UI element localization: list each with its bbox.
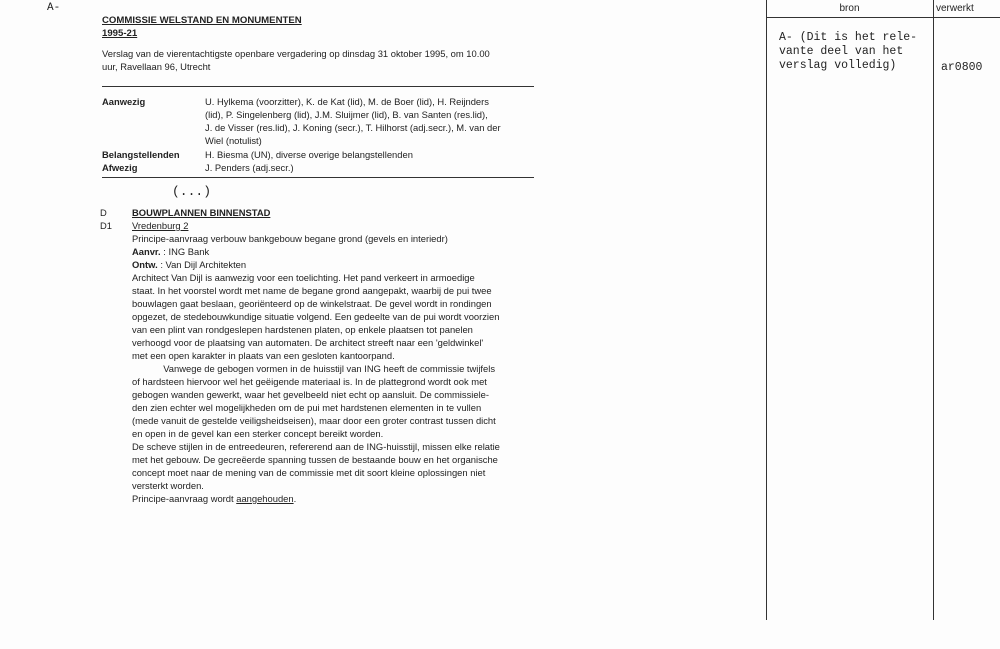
table-border	[766, 0, 767, 620]
designer-value: : Van Dijl Architekten	[160, 259, 247, 270]
divider	[102, 86, 534, 87]
body-line: De scheve stijlen in de entreedeuren, refererend aan de ING-huisstijl, missen elke relatie	[132, 441, 500, 452]
body-line: gebogen wanden gewerkt, waar het gevelbeeld niet echt op aansluit. De commissiele-	[132, 389, 489, 400]
applicant-label: Aanvr.	[132, 246, 161, 257]
body-line: versterkt worden.	[132, 480, 204, 491]
subtitle-line: uur, Ravellaan 96, Utrecht	[102, 61, 211, 72]
body-line: Architect Van Dijl is aanwezig voor een toelichting. Het pand verkeert in armoedige	[132, 272, 475, 283]
item-body	[132, 232, 500, 505]
item-code: D1	[100, 220, 112, 231]
body-line: staat. In het voorstel wordt met name de begane grond aangepakt, waarbij de pui twee	[132, 285, 492, 296]
conclusion-decision: aangehouden	[236, 493, 294, 504]
designer-row	[132, 258, 500, 271]
bron-line: vante deel van het	[779, 45, 904, 58]
ellipsis-mark: (...)	[172, 184, 212, 199]
attendance-label: Aanwezig	[102, 96, 146, 107]
bron-line: verslag volledig)	[779, 59, 897, 72]
conclusion-suffix: .	[293, 493, 297, 504]
column-header-verwerkt: verwerkt	[936, 3, 974, 14]
applicant-value: : ING Bank	[163, 246, 210, 257]
attendance-absent: J. Penders (adj.secr.)	[205, 162, 294, 173]
item-title: Vredenburg 2	[132, 220, 189, 231]
body-line: of hardsteen hiervoor wel het geëigende materiaal is. In de plattegrond wordt ook met	[132, 376, 487, 387]
body-line: (mede vanuit de gestelde veiligsheidseisen), maar door een groter contrast tussen dicht	[132, 415, 496, 426]
attendance-present	[205, 95, 501, 147]
body-line: opgezet, de stedebouwkundige situatie volgend. Een gedeelte van de pui wordt voorzien	[132, 311, 500, 322]
item-request: Principe-aanvraag verbouw bankgebouw begane grond (gevels en interiedr)	[132, 233, 448, 244]
margin-mark: A-	[47, 2, 61, 14]
body-line: den zien echter wel mogelijkheden om de pui met hardstenen elementen in te vullen	[132, 402, 482, 413]
divider	[102, 177, 534, 178]
body-line: bouwlagen gaat beslaan, georiënteerd op de winkelstraat. De gevel wordt in rondingen	[132, 298, 492, 309]
conclusion	[132, 492, 500, 505]
bron-line: A- (Dit is het rele-	[779, 31, 918, 44]
section-title: BOUWPLANNEN BINNENSTAD	[132, 207, 271, 218]
attendance-line: Wiel (notulist)	[205, 135, 262, 146]
attendance-line: U. Hylkema (voorzitter), K. de Kat (lid), M. de Boer (lid), H. Reijnders	[205, 96, 489, 107]
body-line: verhoogd voor de plaatsing van automaten. De architect streeft naar een 'geldwinkel'	[132, 337, 484, 348]
attendance-label: Afwezig	[102, 162, 138, 173]
body-line: van een plint van rondgeslepen hardstenen platen, op enkele plaatsen tot panelen	[132, 324, 473, 335]
body-line: met een open karakter in plaats van een gesloten kantoorpand.	[132, 350, 395, 361]
section-code: D	[100, 207, 107, 218]
body-line: Vanwege de gebogen vormen in de huisstijl van ING heeft de commissie twijfels	[132, 363, 496, 374]
document-number: 1995-21	[102, 28, 138, 39]
conclusion-text: Principe-aanvraag wordt	[132, 493, 237, 504]
column-header-bron: bron	[839, 3, 860, 14]
body-line: met het gebouw. De gecreëerde spanning tussen de bestaande bouw en het organische	[132, 454, 498, 465]
attendance-line: (lid), P. Singelenberg (lid), J.M. Sluijmer (lid), B. van Santen (res.lid),	[205, 109, 488, 120]
attendance-label: Belangstellenden	[102, 149, 180, 160]
designer-label: Ontw.	[132, 259, 158, 270]
body-line: en open in de gevel kan een sterker concept bereikt worden.	[132, 428, 384, 439]
table-header-border	[766, 17, 1000, 18]
applicant-row	[132, 245, 500, 258]
document-title: COMMISSIE WELSTAND EN MONUMENTEN	[102, 15, 302, 26]
subtitle-line: Verslag van de vierentachtigste openbare vergadering op dinsdag 31 oktober 1995, om 10.00	[102, 48, 490, 59]
body-paragraphs	[132, 271, 500, 492]
body-line: concept moet naar de mening van de commissie met dit soort kleine oplossingen niet	[132, 467, 486, 478]
bron-note	[779, 31, 917, 73]
document-subtitle	[102, 47, 490, 73]
table-border	[933, 0, 934, 620]
attendance-interested: H. Biesma (UN), diverse overige belangstellenden	[205, 149, 413, 160]
verwerkt-code: ar0800	[941, 61, 983, 74]
attendance-line: J. de Visser (res.lid), J. Koning (secr.), T. Hilhorst (adj.secr.), M. van der	[205, 122, 501, 133]
